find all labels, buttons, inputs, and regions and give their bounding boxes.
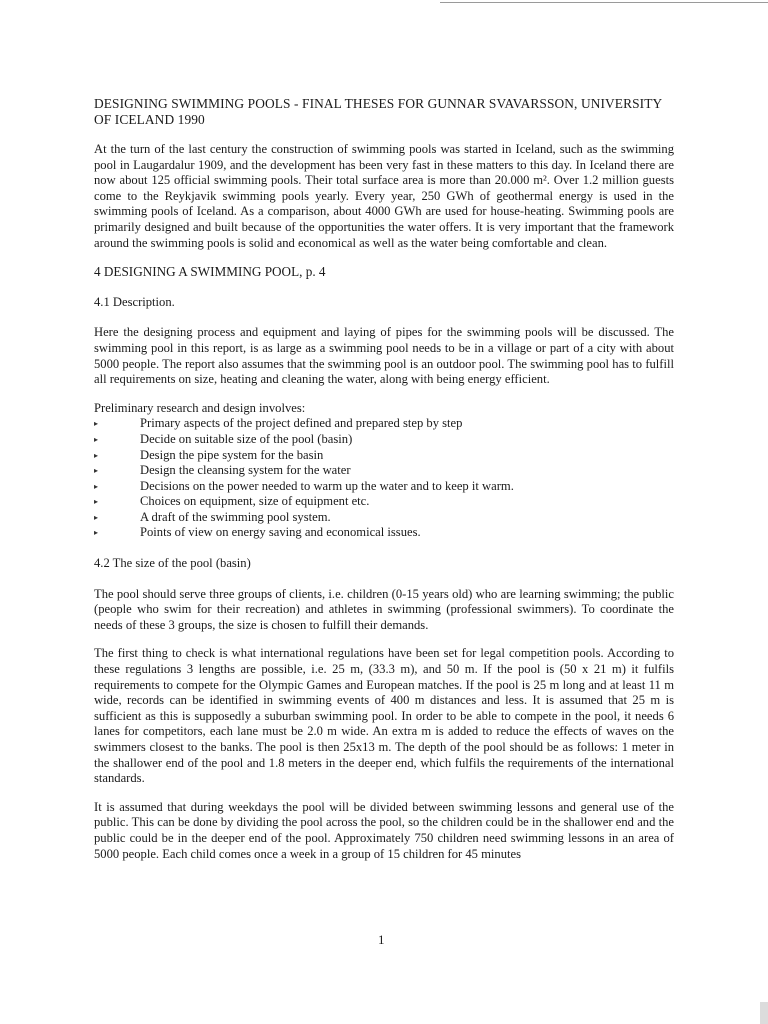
preliminary-list (94, 416, 674, 541)
list-item: ▸ Design the cleansing system for the water (94, 463, 351, 478)
list-item: ▸ Design the pipe system for the basin (94, 447, 324, 462)
scan-edge-line (440, 2, 768, 3)
scan-corner-mark (760, 1002, 768, 1024)
preliminary-intro: Preliminary research and design involves: (94, 400, 306, 415)
subsection-description-heading: 4.1 Description. (94, 294, 175, 309)
bullet-icon: ▸ (94, 512, 99, 522)
page-number: 1 (378, 932, 385, 947)
bullet-icon: ▸ (94, 497, 99, 507)
list-item: ▸ Decisions on the power needed to warm up the water and to keep it warm. (94, 478, 514, 493)
subsection-size-heading: 4.2 The size of the pool (basin) (94, 556, 251, 571)
bullet-icon: ▸ (94, 450, 99, 460)
size-paragraph-1: The pool should serve three groups of clients, i.e. children (0-15 years old) who are learning swimming; the public (people who swim for their recreation) and athletes in swimming (professional swimmers). To coordinate the needs of these 3 groups, the size is chosen to fulfill their demands. (94, 586, 674, 632)
size-paragraph-2: The first thing to check is what international regulations have been set for legal competition pools. According to these regulations 3 lengths are possible, i.e. 25 m, (33.3 m), and 50 m. If the pool is (50 x 21 m) it fulfils requirements to compete for the Olympic Games and European matches. If the pool is 25 m long and at least 11 m wide, records can be identified in swimming events of 400 m distances and less. It is assumed that 25 m is sufficient as this is supposedly a suburban swimming pool. In order to be able to compete in the pool, it needs 6 lanes for competitors, each lane must be 2.0 m wide. An extra m is added to reduce the effects of waves on the swimmers closest to the banks. The pool is then 25x13 m. The depth of the pool should be as follows: 1 meter in the shallower end of the pool and 1.8 meters in the deeper end, which fulfils the requirements of the international standards. (94, 646, 674, 786)
size-paragraph-3: It is assumed that during weekdays the pool will be divided between swimming lessons and general use of the public. This can be done by dividing the pool across the pool, so the children could be in the shallower end and the public could be in the deeper end of the pool. Approximately 750 children need swimming lessons in an area of 5000 people. Each child comes once a week in a group of 15 children for 45 minutes (94, 799, 674, 861)
bullet-icon: ▸ (94, 434, 99, 444)
document-page (94, 96, 674, 875)
description-paragraph: Here the designing process and equipment and laying of pipes for the swimming pools will be discussed. The swimming pool in this report, is as large as a swimming pool needs to be in a village or part of a city with about 5000 people. The report also assumes that the swimming pool is an outdoor pool. The swimming pool has to fulfill all requirements on size, heating and cleaning the water, along with being energy efficient. (94, 325, 674, 387)
section-heading: 4 DESIGNING A SWIMMING POOL, p. 4 (94, 264, 326, 280)
list-item: ▸ Decide on suitable size of the pool (basin) (94, 431, 353, 446)
document-title: DESIGNING SWIMMING POOLS - FINAL THESES FOR GUNNAR SVAVARSSON, UNIVERSITY OF ICELAND 1990 (94, 96, 662, 127)
bullet-icon: ▸ (94, 481, 99, 491)
bullet-icon: ▸ (94, 466, 99, 476)
list-item: ▸ Choices on equipment, size of equipment etc. (94, 494, 370, 509)
bullet-icon: ▸ (94, 419, 99, 429)
list-item: ▸ Points of view on energy saving and economical issues. (94, 525, 421, 540)
bullet-icon: ▸ (94, 528, 99, 538)
list-item: ▸ A draft of the swimming pool system. (94, 509, 331, 524)
list-item: ▸ Primary aspects of the project defined and prepared step by step (94, 416, 463, 431)
intro-paragraph: At the turn of the last century the construction of swimming pools was started in Iceland, such as the swimming pool in Laugardalur 1909, and the development has been very fast in these matters to this day. In Iceland there are now about 125 official swimming pools. Their total surface area is more than 20.000 m². Over 1.2 million guests come to the Reykjavik swimming pools yearly. Every year, 250 GWh of geothermal energy is used in the swimming pools of Iceland. As a comparison, about 4000 GWh are used for house-heating. Swimming pools are primarily designed and built because of the opportunities the water offers. It is very important that the framework around the swimming pools is solid and economical as well as the water being comfortable and clean. (94, 142, 674, 250)
